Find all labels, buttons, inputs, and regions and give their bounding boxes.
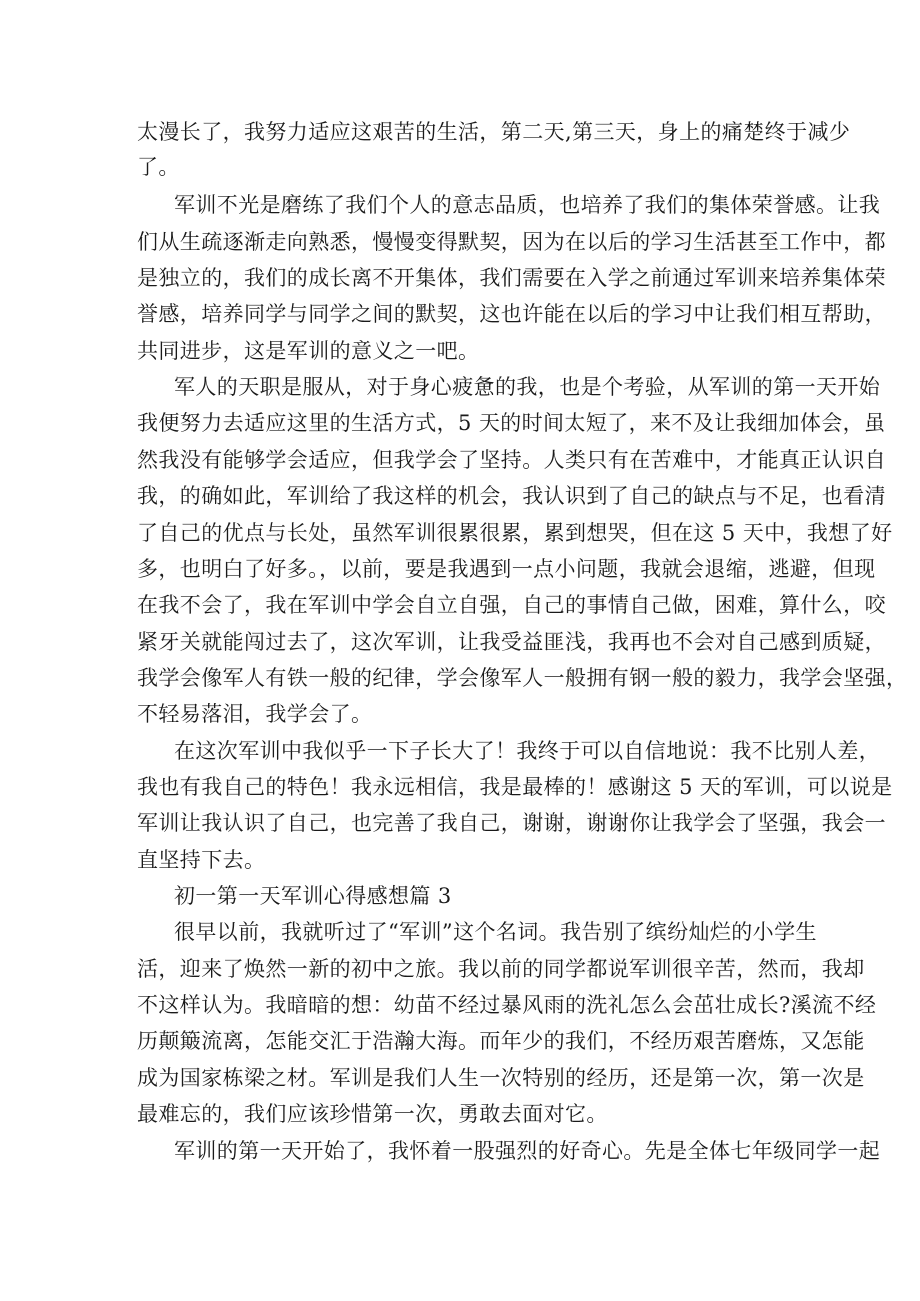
text-line: 直坚持下去。: [137, 848, 266, 872]
paragraph-start-line: 在这次军训中我似乎一下子长大了！我终于可以自信地说：我不比别人差，: [174, 739, 881, 763]
text-line: 了自己的优点与长处，虽然军训很累很累，累到想哭，但在这 5 天中，我想了好: [137, 521, 893, 545]
text-line: 我，的确如此，军训给了我这样的机会，我认识到了自己的缺点与不足，也看清: [137, 484, 886, 508]
text-line: 太漫长了，我努力适应这艰苦的生活，第二天,第三天，身上的痛楚终于减少: [137, 120, 851, 144]
text-line: 了。: [137, 155, 180, 179]
paragraph-start-line: 很早以前，我就听过了“军训”这个名词。我告别了缤纷灿烂的小学生: [174, 920, 817, 944]
paragraph-start-line: 军人的天职是服从，对于身心疲惫的我，也是个考验，从军训的第一天开始: [174, 375, 881, 399]
text-line: 我也有我自己的特色！我永远相信，我是最棒的！感谢这 5 天的军训，可以说是: [137, 775, 893, 799]
text-line: 最难忘的，我们应该珍惜第一次，勇敢去面对它。: [137, 1102, 608, 1126]
paragraph-start-line: 军训的第一天开始了，我怀着一股强烈的好奇心。先是全体七年级同学一起: [174, 1139, 881, 1163]
text-line: 不轻易落泪，我学会了。: [137, 702, 373, 726]
text-line: 多，也明白了好多。，以前，要是我遇到一点小问题，我就会退缩，逃避，但现: [137, 557, 876, 581]
text-line: 共同进步，这是军训的意义之一吧。: [137, 339, 480, 363]
text-line: 然我没有能够学会适应，但我学会了坚持。人类只有在苦难中，才能真正认识自: [137, 448, 886, 472]
text-line: 不这样认为。我暗暗的想：幼苗不经过暴风雨的洗礼怎么会茁壮成长?溪流不经: [137, 993, 877, 1017]
text-line: 们从生疏逐渐走向熟悉，慢慢变得默契，因为在以后的学习生活甚至工作中，都: [137, 230, 886, 254]
text-line: 军训让我认识了自己，也完善了我自己，谢谢，谢谢你让我学会了坚强，我会一: [137, 811, 886, 835]
section-heading: 初一第一天军训心得感想篇 3: [174, 884, 452, 908]
text-line: 历颠簸流离，怎能交汇于浩瀚大海。而年少的我们，不经历艰苦磨炼，又怎能: [137, 1029, 865, 1053]
text-line: 我便努力去适应这里的生活方式，5 天的时间太短了，来不及让我细加体会，虽: [137, 411, 886, 435]
text-line: 誉感，培养同学与同学之间的默契，这也许能在以后的学习中让我们相互帮助，: [137, 302, 886, 326]
text-line: 紧牙关就能闯过去了，这次军训，让我受益匪浅，我再也不会对自己感到质疑，: [137, 630, 886, 654]
text-line: 是独立的，我们的成长离不开集体，我们需要在入学之前通过军训来培养集体荣: [137, 266, 886, 290]
paragraph-start-line: 军训不光是磨练了我们个人的意志品质，也培养了我们的集体荣誉感。让我: [174, 193, 881, 217]
text-line: 成为国家栋梁之材。军训是我们人生一次特别的经历，还是第一次，第一次是: [137, 1066, 865, 1090]
text-line: 我学会像军人有铁一般的纪律，学会像军人一般拥有钢一般的毅力，我学会坚强，: [137, 666, 908, 690]
text-line: 在我不会了，我在军训中学会自立自强，自己的事情自己做，困难，算什么，咬: [137, 593, 886, 617]
text-line: 活，迎来了焕然一新的初中之旅。我以前的同学都说军训很辛苦，然而，我却: [137, 957, 865, 981]
